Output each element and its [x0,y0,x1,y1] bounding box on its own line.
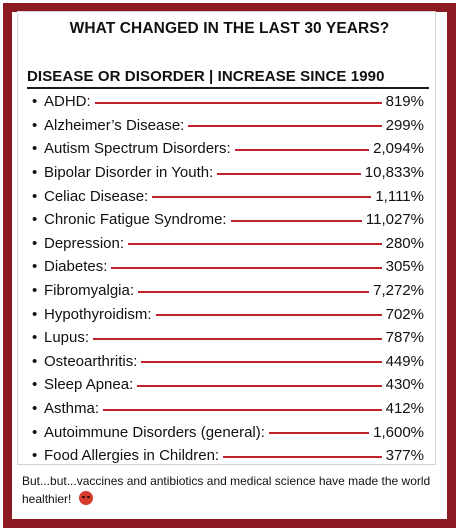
disease-name: Asthma: [44,400,100,418]
list-item [32,397,424,421]
list-item [32,255,424,279]
increase-value: 819% [385,93,424,111]
increase-value: 412% [385,400,424,418]
list-item [32,232,424,256]
leader-line [141,361,381,363]
leader-line [152,196,371,198]
increase-value: 449% [385,352,424,370]
disease-name: Hypothyroidism: [44,305,152,323]
page-title: WHAT CHANGED IN THE LAST 30 YEARS? [69,20,390,37]
leader-line [128,243,382,245]
increase-value: 2,094% [373,140,424,158]
leader-line [188,125,381,127]
table-header: DISEASE OR DISORDER | INCREASE SINCE 1990 [27,68,385,85]
increase-value: 299% [385,116,424,134]
bullet-icon: • [32,305,38,323]
caption [22,472,437,508]
list-item [32,420,424,444]
disease-name: Chronic Fatigue Syndrome: [44,211,227,229]
list-item [32,208,424,232]
list-item [32,184,424,208]
increase-value: 1,600% [373,423,424,441]
increase-value: 305% [385,258,424,276]
disease-name: Alzheimer’s Disease: [44,116,185,134]
increase-value: 377% [385,447,424,465]
list-item [32,114,424,138]
list-item [32,373,424,397]
leader-line [93,338,382,340]
bullet-icon: • [32,164,38,182]
bullet-icon: • [32,140,38,158]
list-item [32,90,424,114]
leader-line [235,149,369,151]
disease-name: Depression: [44,234,125,252]
bullet-icon: • [32,234,38,252]
bullet-icon: • [32,282,38,300]
increase-value: 11,027% [365,211,424,229]
disease-name: Sleep Apnea: [44,376,134,394]
bullet-icon: • [32,93,38,111]
caption-text: But...but...vaccines and antibiotics and medical science have made the world healthier! [22,474,431,506]
list-item [32,350,424,374]
leader-line [231,220,362,222]
bullet-icon: • [32,352,38,370]
list-item [32,302,424,326]
leader-line [217,173,361,175]
leader-line [111,267,381,269]
list-item [32,326,424,350]
disease-list [32,90,424,468]
leader-line [95,102,382,104]
bullet-icon: • [32,400,38,418]
bullet-icon: • [32,447,38,465]
bullet-icon: • [32,423,38,441]
bullet-icon: • [32,329,38,347]
leader-line [156,314,382,316]
leader-line [138,291,369,293]
increase-value: 1,111% [375,187,424,205]
increase-value: 702% [385,305,424,323]
disease-name: Bipolar Disorder in Youth: [44,164,214,182]
bullet-icon: • [32,187,38,205]
angry-face-icon [79,491,93,505]
increase-value: 7,272% [373,282,424,300]
increase-value: 10,833% [364,164,424,182]
disease-name: Diabetes: [44,258,108,276]
leader-line [223,456,382,458]
disease-name: Lupus: [44,329,90,347]
bullet-icon: • [32,116,38,134]
list-item [32,161,424,185]
disease-name: Food Allergies in Children: [44,447,220,465]
increase-value: 787% [385,329,424,347]
disease-name: Celiac Disease: [44,187,149,205]
leader-line [269,432,369,434]
increase-value: 280% [385,234,424,252]
increase-value: 430% [385,376,424,394]
list-item [32,444,424,468]
leader-line [137,385,381,387]
bullet-icon: • [32,211,38,229]
disease-name: Fibromyalgia: [44,282,135,300]
header-divider [27,87,429,89]
disease-name: Autoimmune Disorders (general): [44,423,265,441]
bullet-icon: • [32,376,38,394]
list-item [32,137,424,161]
list-item [32,279,424,303]
bullet-icon: • [32,258,38,276]
disease-name: Autism Spectrum Disorders: [44,140,231,158]
disease-name: ADHD: [44,93,91,111]
disease-name: Osteoarthritis: [44,352,138,370]
leader-line [103,409,382,411]
